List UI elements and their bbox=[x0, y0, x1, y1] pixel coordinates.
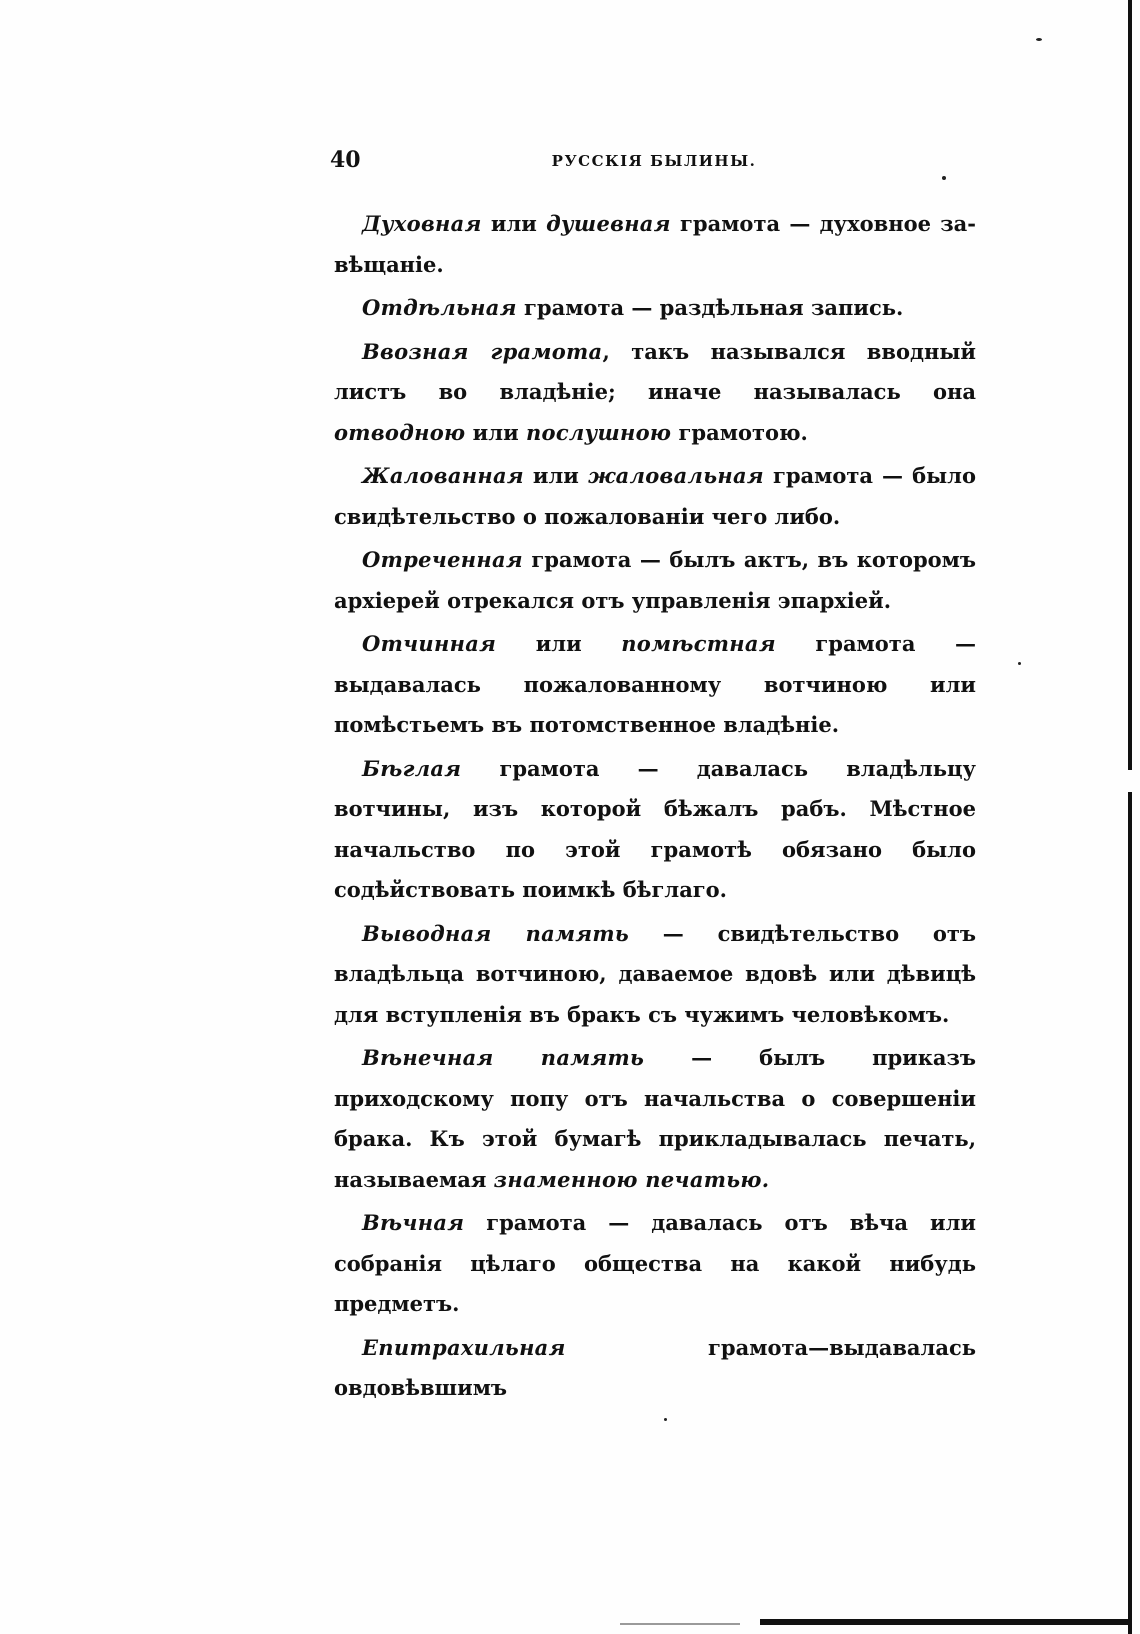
entry-text: грамота—выдавалась овдовѣвшимъ bbox=[334, 1334, 976, 1400]
entry-term: Бѣглая bbox=[362, 755, 462, 781]
entry-term: Епитрахильная bbox=[362, 1334, 566, 1360]
entry-text: или bbox=[523, 463, 588, 488]
page-header bbox=[330, 147, 978, 177]
scan-edge-bottom bbox=[760, 1619, 1132, 1625]
dictionary-entry bbox=[334, 456, 976, 537]
running-title: РУССКІЯ БЫЛИНЫ. bbox=[551, 152, 757, 170]
dictionary-entry bbox=[334, 624, 976, 746]
entry-text: грамота — былъ актъ, въ которомъ архіерей отрекался отъ управленія эпархіей. bbox=[334, 547, 976, 613]
scan-speck bbox=[664, 1418, 667, 1421]
entry-term: Выводная память bbox=[362, 920, 630, 946]
dictionary-entry bbox=[334, 1038, 976, 1200]
dictionary-entry bbox=[334, 1328, 976, 1409]
dictionary-entry bbox=[334, 540, 976, 621]
dictionary-entry bbox=[334, 288, 976, 329]
entry-term: Отчинная bbox=[362, 631, 497, 656]
scan-edge-right bbox=[1128, 0, 1132, 1634]
entry-text: или bbox=[496, 631, 622, 656]
dictionary-entry bbox=[334, 204, 976, 285]
page-number: 40 bbox=[330, 147, 361, 173]
entry-text: грамота — было свидѣтельство о пожалованіи чего либо. bbox=[334, 463, 976, 529]
entry-term: послушною bbox=[525, 419, 672, 445]
entry-text: грамота — выдавалась пожалованному вотчиною или помѣстьемъ въ потомственное владѣніе. bbox=[334, 631, 976, 737]
entry-text: — былъ приказъ приходскому попу отъ начальства о совершеніи брака. Къ этой бумагѣ прикладывалась печать, называемая bbox=[334, 1045, 976, 1192]
dictionary-entry bbox=[334, 749, 976, 911]
dictionary-entry bbox=[334, 332, 976, 454]
entry-term: жаловальная bbox=[587, 463, 764, 488]
body-text bbox=[334, 204, 976, 1412]
entry-term: Ввозная грамота bbox=[362, 338, 603, 364]
dictionary-entry bbox=[334, 914, 976, 1036]
entry-text: , такъ назывался вводный листъ во владѣніе; иначе называлась она bbox=[334, 338, 976, 404]
entry-text: или bbox=[481, 211, 547, 236]
entry-term: Вѣчная bbox=[362, 1210, 465, 1235]
entry-text: или bbox=[465, 419, 526, 445]
entry-term: Отдѣльная bbox=[362, 295, 517, 320]
scan-speck bbox=[1036, 38, 1042, 41]
entry-text: грамотою. bbox=[671, 419, 808, 445]
entry-term: Вѣнечная память bbox=[362, 1045, 645, 1070]
entry-term: Духовная bbox=[362, 211, 482, 236]
entry-text: грамота — давалась владѣльцу вотчины, изъ которой бѣжалъ рабъ. Мѣстное начальство по этой грамотѣ обязано было содѣйствовать поимкѣ бѣглаго. bbox=[334, 755, 976, 902]
entry-text: грамота — раздѣльная запись. bbox=[516, 295, 904, 320]
scan-speck bbox=[1018, 662, 1021, 665]
entry-term: Жалованная bbox=[362, 463, 524, 488]
scan-edge-bottom-faint bbox=[620, 1623, 740, 1625]
entry-term: душевная bbox=[546, 211, 671, 236]
entry-term: Отреченная bbox=[362, 547, 523, 572]
entry-text: — свидѣтельство отъ владѣльца вотчиною, даваемое вдовѣ или дѣвицѣ для вступленія въ бракъ съ чужимъ человѣкомъ. bbox=[334, 920, 977, 1027]
entry-text: грамота — давалась отъ вѣча или собранія цѣлаго общества на какой нибудь предметъ. bbox=[334, 1210, 976, 1316]
dictionary-entry bbox=[334, 1203, 976, 1325]
entry-text: грамота — духовное завѣщаніе. bbox=[334, 211, 976, 277]
scan-edge-gap bbox=[1128, 770, 1132, 792]
entry-term: помѣстная bbox=[621, 631, 776, 656]
entry-term: знаменною печатью. bbox=[493, 1166, 770, 1192]
entry-term: отводною bbox=[334, 419, 466, 445]
